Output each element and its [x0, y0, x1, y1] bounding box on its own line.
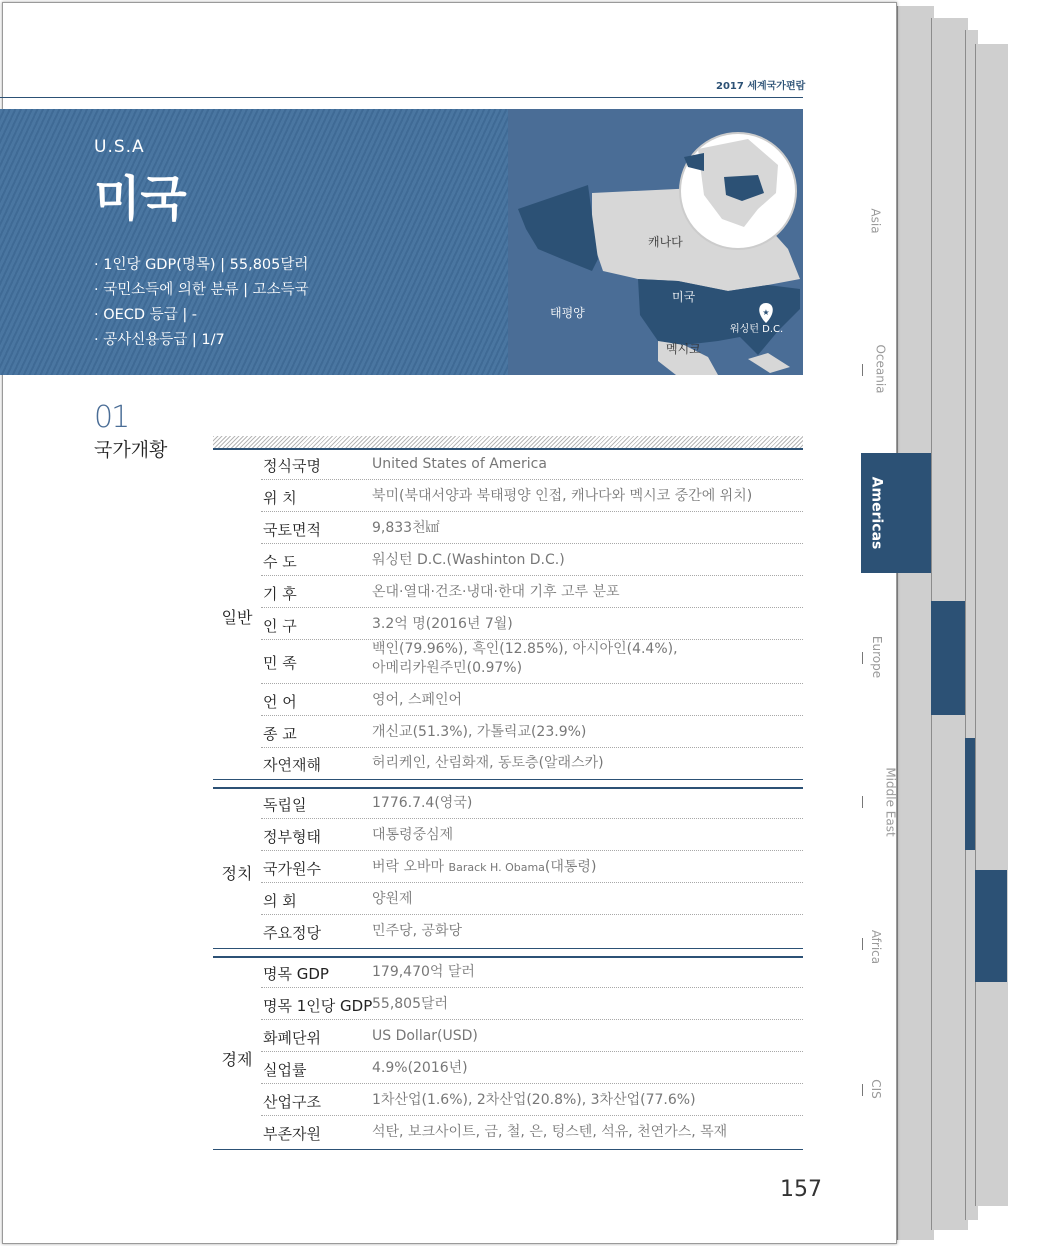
row-key: 종 교	[263, 725, 297, 743]
map-label-pacific: 태평양	[550, 306, 585, 320]
map-label-mexico: 멕시코	[666, 342, 701, 356]
row-key: 명목 1인당 GDP	[263, 997, 373, 1015]
map-label-canada: 캐나다	[648, 235, 683, 249]
row-value: 179,470억 달러	[372, 964, 475, 980]
group-politics	[213, 779, 803, 949]
tab-africa[interactable]: Africa	[868, 929, 883, 965]
table-row	[261, 890, 803, 915]
row-value: 55,805달러	[372, 996, 449, 1012]
row-value: United States of America	[372, 456, 547, 472]
table-header-hatch	[213, 436, 803, 448]
group-rule-top	[213, 956, 803, 958]
stat-credit: · 공사신용등급 | 1/7	[94, 332, 225, 348]
tab-europe[interactable]: Europe	[870, 635, 885, 679]
row-key: 주요정당	[263, 924, 321, 942]
row-key: 인 구	[263, 617, 297, 635]
table-row	[261, 583, 803, 608]
row-value: 영어, 스페인어	[372, 692, 463, 708]
page-edge-1	[897, 6, 934, 1240]
map-label-usa: 미국	[672, 290, 696, 304]
country-map	[508, 109, 803, 375]
row-value: US Dollar(USD)	[372, 1028, 478, 1044]
page-edge-4	[975, 44, 1008, 1206]
group-economy	[213, 948, 803, 1152]
row-value: 워싱턴 D.C.(Washinton D.C.)	[372, 552, 565, 568]
table-row	[261, 691, 803, 716]
group-rule-top	[213, 448, 803, 450]
table-row	[261, 995, 803, 1020]
country-name-en: U.S.A	[94, 137, 145, 157]
map-graphic	[508, 109, 803, 375]
row-key: 의 회	[263, 892, 297, 910]
country-name-ko: 미국	[94, 171, 187, 227]
stat-gdp: · 1인당 GDP(명목) | 55,805달러	[94, 257, 309, 273]
country-stats	[94, 253, 309, 353]
table-bottom-rule	[213, 1149, 803, 1150]
group-rule-top	[213, 787, 803, 789]
row-key: 위 치	[263, 489, 297, 507]
table-row	[261, 754, 803, 779]
tab-oceania[interactable]: Oceania	[873, 344, 888, 394]
tab-cis[interactable]: CIS	[868, 1079, 883, 1099]
table-row	[261, 615, 803, 640]
table-row	[261, 723, 803, 748]
row-value: 북미(북대서양과 북태평양 인접, 캐나다와 멕시코 중간에 위치)	[372, 488, 753, 504]
row-key: 독립일	[263, 796, 307, 814]
table-row	[261, 455, 803, 480]
row-value: 백인(79.96%), 흑인(12.85%), 아시아인(4.4%), 아메리카원주민(0.97%)	[372, 641, 678, 676]
map-label-capital: 워싱턴 D.C.	[730, 324, 784, 335]
tab-americas[interactable]: Americas	[868, 476, 885, 550]
row-value: 9,833천㎢	[372, 520, 440, 536]
row-key: 부존자원	[263, 1125, 321, 1143]
edge-tab-europe	[931, 601, 965, 715]
row-key: 산업구조	[263, 1093, 321, 1111]
table-row	[261, 826, 803, 851]
page-number: 157	[780, 1177, 822, 1202]
row-value: 허리케인, 산림화재, 동토층(알래스카)	[372, 755, 604, 771]
table-row	[261, 1123, 803, 1148]
table-row	[261, 794, 803, 819]
row-key: 명목 GDP	[263, 965, 329, 983]
row-value: 4.9%(2016년)	[372, 1060, 468, 1076]
table-row	[261, 1059, 803, 1084]
row-key: 국가원수	[263, 860, 321, 878]
row-key: 정식국명	[263, 457, 321, 475]
table-row	[261, 640, 803, 684]
row-value: 대통령중심제	[372, 827, 454, 843]
row-value: 버락 오바마 Barack H. Obama(대통령)	[372, 859, 597, 875]
section-number: 01	[94, 400, 129, 435]
section-title: 국가개황	[94, 439, 168, 461]
table-row	[261, 858, 803, 883]
edge-tab-middle-east	[965, 738, 975, 850]
row-key: 국토면적	[263, 521, 321, 539]
row-value: 1776.7.4(영국)	[372, 795, 473, 811]
row-key: 정부형태	[263, 828, 321, 846]
row-key: 민 족	[263, 654, 297, 672]
group-label: 정치	[221, 864, 253, 883]
row-value: 양원제	[372, 891, 413, 907]
row-value: 1차산업(1.6%), 2차산업(20.8%), 3차산업(77.6%)	[372, 1092, 696, 1108]
group-general	[213, 448, 803, 780]
group-label: 일반	[221, 608, 253, 627]
row-key: 자연재해	[263, 756, 321, 774]
row-value: 석탄, 보크사이트, 금, 철, 은, 텅스텐, 석유, 천연가스, 목재	[372, 1124, 728, 1140]
table-row	[261, 1027, 803, 1052]
group-label: 경제	[221, 1050, 253, 1069]
table-row	[261, 551, 803, 576]
row-key: 화폐단위	[263, 1029, 321, 1047]
row-key: 언 어	[263, 693, 297, 711]
header-rule	[0, 97, 803, 98]
stat-income-class: · 국민소득에 의한 분류 | 고소득국	[94, 282, 309, 298]
table-row	[261, 1091, 803, 1116]
table-row	[261, 963, 803, 988]
table-row	[261, 922, 803, 947]
row-value: 개신교(51.3%), 가톨릭교(23.9%)	[372, 724, 587, 740]
publication-title: 2017 세계국가편람	[716, 81, 806, 92]
row-key: 수 도	[263, 553, 297, 571]
row-value: 3.2억 명(2016년 7월)	[372, 616, 513, 632]
svg-text:★: ★	[762, 308, 770, 317]
tab-asia[interactable]: Asia	[869, 208, 883, 234]
row-key: 실업률	[263, 1061, 307, 1079]
table-row	[261, 519, 803, 544]
row-value: 온대·열대·건조·냉대·한대 기후 고루 분포	[372, 584, 620, 600]
stat-oecd: · OECD 등급 | -	[94, 307, 198, 323]
edge-tab-africa	[975, 870, 1007, 982]
tab-middle-east[interactable]: Middle East	[883, 767, 898, 837]
table-row	[261, 487, 803, 512]
row-key: 기 후	[263, 585, 297, 603]
row-value: 민주당, 공화당	[372, 923, 463, 939]
